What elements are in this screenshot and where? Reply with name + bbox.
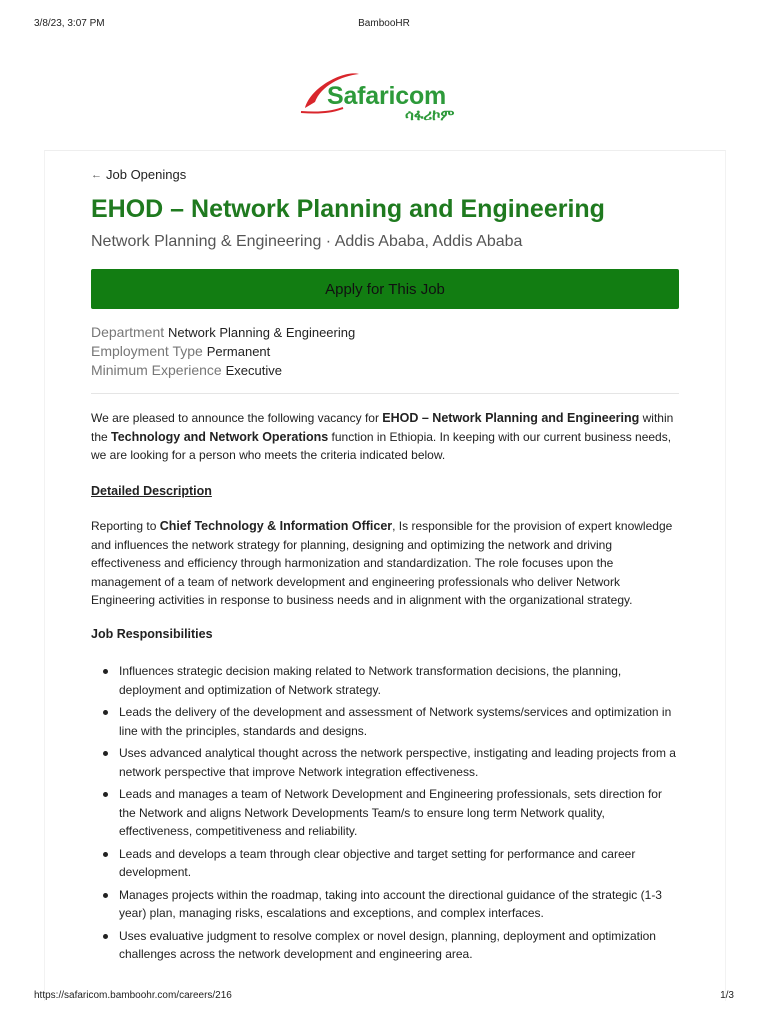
print-site-title: BambooHR: [358, 18, 410, 29]
list-item-text: Uses evaluative judgment to resolve complex or novel design, planning, deployment and optimization challenges across the network development and engineering area.: [119, 928, 656, 961]
print-date: 3/8/23, 3:07 PM: [34, 18, 105, 29]
intro-text-1: We are pleased to announce the following vacancy for: [91, 411, 383, 425]
bullet-icon: [103, 710, 108, 715]
list-item: [91, 845, 679, 882]
responsibilities-list: [91, 662, 679, 968]
list-item: [91, 662, 679, 699]
bullet-icon: [103, 893, 108, 898]
print-url: https://safaricom.bamboohr.com/careers/216: [34, 990, 232, 1001]
detailed-description-heading: Detailed Description: [91, 484, 212, 498]
back-link-label: Job Openings: [106, 167, 187, 182]
list-item: [91, 703, 679, 740]
intro-text-2: within the: [91, 411, 674, 444]
bullet-icon: [103, 934, 108, 939]
print-header: [34, 18, 734, 32]
job-meta: [91, 323, 355, 380]
logo-wordmark-amharic: ሳፋሪኮም: [405, 106, 455, 124]
print-page-number: 1/3: [720, 990, 734, 1001]
list-item: [91, 886, 679, 923]
intro-bold-2: Technology and Network Operations: [111, 429, 329, 444]
detailed-text-1: Reporting to: [91, 519, 160, 533]
meta-department: [91, 323, 355, 342]
meta-experience: [91, 361, 355, 380]
meta-department-value: Network Planning & Engineering: [168, 325, 356, 340]
bullet-icon: [103, 751, 108, 756]
intro-bold-1: EHOD – Network Planning and Engineering: [382, 411, 640, 425]
meta-employment: [91, 342, 355, 361]
list-item-text: Uses advanced analytical thought across the network perspective, instigating and leading projects from a network perspective that improve Network integration effectiveness.: [119, 746, 676, 779]
apply-button[interactable]: [91, 269, 679, 309]
list-item-text: Influences strategic decision making related to Network transformation decisions, the planning, deployment and optimization of Network strategy.: [119, 664, 622, 697]
list-item: [91, 927, 679, 964]
list-item-text: Manages projects within the roadmap, taking into account the directional guidance of the strategic (1-3 year) plan, managing risks, escalations and exceptions, and complex interfaces.: [119, 887, 662, 920]
job-subtitle: Network Planning & Engineering · Addis Ababa, Addis Ababa: [91, 233, 523, 250]
list-item: [91, 744, 679, 781]
detailed-text-2: , Is responsible for the provision of expert knowledge and influences the network strategy for planning, designing and optimizing the network and driving effectiveness and efficiency through harmonization and standardization. The role focuses upon the management of a team of network development and engineering professionals who deliver Network Engineering activities in response to business needs and in alignment with the organizational strategy.: [91, 519, 673, 607]
bullet-icon: [103, 669, 108, 674]
safaricom-logo: [297, 68, 477, 126]
intro-text-3: function in Ethiopia. In keeping with our current business needs, we are looking for a person who meets the criteria indicated below.: [91, 429, 672, 462]
job-responsibilities-heading: Job Responsibilities: [91, 627, 213, 641]
detailed-bold-1: Chief Technology & Information Officer: [159, 519, 393, 533]
meta-department-label: Department: [91, 324, 165, 340]
detailed-description-paragraph: [91, 517, 679, 610]
list-item-text: Leads and manages a team of Network Development and Engineering professionals, sets direction for the Network and aligns Network Developments Team/s to ensure long term Network quality, effectiveness, competitiveness and reliability.: [119, 787, 662, 838]
bullet-icon: [103, 792, 108, 797]
meta-employment-value: Permanent: [206, 344, 271, 359]
apply-button-label: Apply for This Job: [325, 280, 445, 298]
bullet-icon: [103, 852, 108, 857]
job-title: EHOD – Network Planning and Engineering: [91, 195, 605, 223]
list-item: [91, 785, 679, 841]
meta-employment-label: Employment Type: [91, 343, 203, 359]
meta-experience-value: Executive: [225, 363, 282, 378]
logo-area: [0, 68, 768, 128]
intro-paragraph: [91, 409, 679, 465]
job-card: [44, 150, 726, 1001]
back-to-job-openings-link[interactable]: [91, 167, 186, 182]
list-item-text: Leads the delivery of the development and assessment of Network systems/services and optimization in line with the principles, standards and designs.: [119, 705, 672, 738]
arrow-left-icon: ←: [91, 168, 102, 181]
divider: [91, 393, 679, 394]
meta-experience-label: Minimum Experience: [91, 362, 222, 378]
print-footer: [34, 990, 734, 1004]
logo-wordmark: Safaricom: [327, 82, 447, 110]
list-item-text: Leads and develops a team through clear objective and target setting for performance and career development.: [119, 846, 636, 879]
